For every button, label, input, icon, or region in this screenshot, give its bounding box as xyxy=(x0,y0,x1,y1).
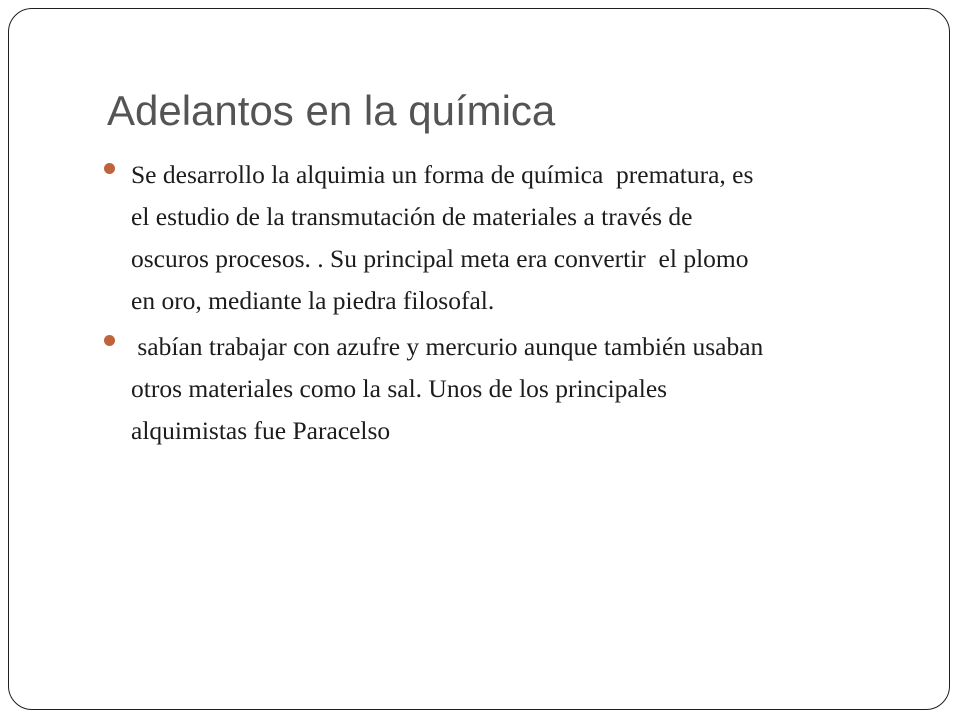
bullet-line: alquimistas fue Paracelso xyxy=(131,416,391,445)
bullet-line: el estudio de la transmutación de materiales a través de xyxy=(131,202,693,231)
bullet-item xyxy=(104,326,904,452)
bullet-marker-icon xyxy=(104,335,115,346)
bullet-marker-icon xyxy=(104,163,115,174)
bullet-line: otros materiales como la sal. Unos de los principales xyxy=(131,374,668,403)
bullet-line: sabían trabajar con azufre y mercurio aunque también usaban xyxy=(131,332,764,361)
bullet-item xyxy=(104,154,904,322)
bullet-line: oscuros procesos. . Su principal meta era convertir el plomo xyxy=(131,244,749,273)
bullet-line: en oro, mediante la piedra filosofal. xyxy=(131,286,495,315)
bullet-list xyxy=(104,160,904,462)
bullet-text xyxy=(131,326,904,452)
slide-title: Adelantos en la química xyxy=(107,87,556,134)
bullet-line: Se desarrollo la alquimia un forma de química prematura, es xyxy=(131,160,754,189)
bullet-text xyxy=(131,154,904,322)
